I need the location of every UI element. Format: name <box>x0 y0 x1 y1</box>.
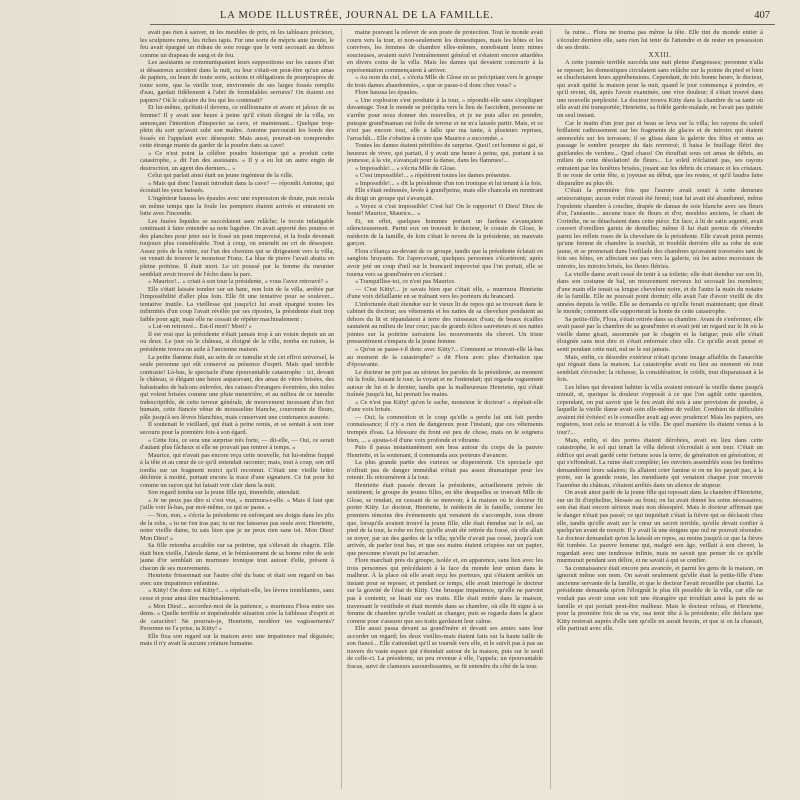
paragraph: Elle aussi passa devant sa grand'mère et devant ses amies sans leur accorder un regard; les deux vieilles-mais étaient faits sur la haute taille de son fiancé... Elle s'attendait qu'il se tournât vers elle, et le suivît pas à pas au travers du vaste espace qui s'étendait autour de la maison, puis sur le seuil de celle-ci. La présidente, un peu revenue à elle, l'appela; un épouvantable fracas, suivi de clameurs assourdissantes, se fit entendre du côté de la tour. <box>347 625 543 670</box>
paragraph: « Lui-on retrouvé... Est-il mort? Mort? » <box>148 323 252 331</box>
paragraph: Celui qui parlait ainsi était un jeune ingénieur de la ville. <box>148 172 294 180</box>
paragraph: Sa connaissance était encore peu avancée, et parmi les gens de la maison, on ignorait même son nom. On savait seulement qu'elle était la petite-fille d'une ancienne servante de la famille, et que le docteur l'avait recueillie par charité. La présidente demanda qu'on l'éloignât le plus tôt possible de la villa, car elle ne voulait pas avoir sous son toit une étrangère qui troublait ainsi la paix de sa famille et qui portait peut-être malheur. Mais le docteur refusa, et Henriette, pour la première fois de sa vie, osa tenir tête à la présidente; elle déclara que Kitty resterait auprès d'elle tant qu'elle en aurait besoin, et que si on la chassait, elle partirait avec elle. <box>557 564 763 633</box>
paragraph: — Oui; la commotion et le coup qu'elle a perdu lui ont fait perdre connaissance; il n'y a rien de dangereux pour l'instant, que ces vêtements trempés d'eau. La blessure du front est peu de chose, mais on le soignera bien, ... » ajouta-t-il d'une voix profonde et vibrante. <box>347 413 543 444</box>
paragraph: Flore marchait près du groupe, isolée et, en apparence, sans lien avec les trois personnes qui précédaient à la face du monde leur union dans le malheur. À la place où elle avait reçu les porteurs, qui s'étaient arrêtés un instant pour se reposer, et pendant ce temps, elle avait interrogé le docteur sur la gravité de l'état de Kitty. Une brusque impatience, qu'elle ne parvint pas à contenir, se lisait sur ses traits. Elle était entrée dans la maison, traversant le vestibule et était montée dans sa chambre, où elle fit signe à sa femme de chambre qu'elle voulait se changer, puis se regarda dans la glace comme pour s'assurer que ses traits gardaient leur calme. <box>347 557 543 625</box>
paragraph: Il soutenait le vieillard, qui était à peine remis, et se sentait à son tour secouru pour la première fois à son égard. <box>140 421 334 436</box>
paragraph: Elle fixa son regard sur la maison avec une impatience mal déguisée; mais il n'y avait là aucune créature humaine. <box>140 632 334 648</box>
paragraph: Les fusées liquides se succédaient sans relâche; le tocsin infatigable continuait à faire entendre sa note lugubre. On avait apporté des poutres et des planches pour jeter sur le fossé un pont improvisé, et la foule devenait toujours plus considérable. Tout à coup, on entendit un cri de désespoir. Assez près de la ruine, sur l'un des chemins qui se dirigeaient vers la villa, on venait de trouver le monsieur Franz. La blue de pierre l'avait abattu en pleine poitrine. Il était mort. Le cri poussé par la femme du meunier semblait avoir trouvé de l'écho dans la parc. <box>140 217 334 278</box>
column-divider <box>341 29 342 789</box>
paragraph: « C'est impossible!... » répétèrent toutes les dames présentes. <box>355 172 511 180</box>
paragraph: « Ce n'est pas Kitty! qu'on le sache, monsieur le docteur! » répétait-elle d'une voix brisée. <box>347 398 543 414</box>
paragraph: Et, en effet, quelques hommes portant un fardeau s'avançaient silencieusement. Parmi eux on trouvait le docteur, le cousin de Glose, le médecin de la famille, de loin c'était le neveu de la présidente, un mauvais garçon. <box>347 217 543 248</box>
running-title: LA MODE ILLUSTRÉE, JOURNAL DE LA FAMILLE. <box>220 10 494 21</box>
header-rule <box>150 24 775 25</box>
paragraph: Elle s'était laissée tomber sur un banc, non loin de la villa, arrêtée par l'impossibilité d'aller plus loin. Elle fit une tentative pour se soulever... tentative inutile. La vieillesse qui jusqu'ici lui avait épargné toutes les infirmités d'un coup l'avait révélée par ses ripostes, la présidente était trop faible pour agir, mais elle ne cessait de répéter machinalement : <box>140 285 334 323</box>
paragraph: A cette journée terrible succéda une nuit pleine d'angoisses; personne n'alla se reposer; les domestiques circulaient sans relâche sur la pointe du pied et bien se chuchotaient leurs appréhensions. Cependant, de très bonne heure, le docteur, qui avait quitté la maison pour la nuit, quand le jour commença à poindre, et qu'il revint, dit, après l'avoir examinée, une vive douleur; il s'était trouvé dans une nouvelle perplexité. Le docteur trouva Kitty dans la chambre de sa tante où elle avait été transportée; Henriette, sa fidèle garde-malade, ne l'avait pas quittée un seul instant. <box>557 59 763 120</box>
paragraph: « Cette fois, ce sera une surprise très forte, — dit-elle, — Oui, ce serait d'autant plus fâcheux si elle ne pouvait pas rentrer à temps. » <box>140 436 334 452</box>
paragraph: Sa petite-fille, Flora, s'était retirée dans sa chambre. Avant de s'enfermer, elle avait passé par la chambre de sa grand'mère et avait jeté un regard sur le lit où la vieille dame gisait, assommée par le chagrin et la fatigue; puis elle s'était éloignée sans mot dire et s'était enfermée chez elle. Ce qu'elle avait pensé et senti pendant cette nuit, nul ne le sut jamais. <box>557 315 763 353</box>
paragraph: Toutes les dames étaient pétrifiées de surprise. Quoi! cet homme si gai, si heureux de vivre, qui partait, il y avait une heure à peine, qui, portant à sa jeunesse, à la vie, s'avançait pour la danse, dans les flammes!... <box>347 142 543 165</box>
column-divider <box>550 29 551 789</box>
paragraph: L'ingénieur haussa les épaules avec une expression de doute, puis recula en même temps que la foule les pompiers étaient arrivés et entraient en lutte avec l'incendie. <box>140 195 334 218</box>
paragraph: La plus grande partie des curieux se dispersèrent. Un spectacle qui n'offrait pas de danger immédiat n'était pas assez dramatique pour les retenir. Ils retournèrent à la tour. <box>347 459 543 482</box>
paragraph: « Kitty! On donc est Kitty?... » répétait-elle, les lèvres tremblantes, sans cesse et pour ainsi dire machinalement. <box>140 587 334 603</box>
paragraph: Mais, enfin, si des portes étaient dérobées, avait eu lieu dans cette catastrophe, le sol qui tenait la villa debout s'écroulait à son tour. C'était un édifice qui avait gardé cette fortune sous la terre, de génération en génération, et qui s'effondrait. La ruine était complète; les ouvriers assemblés sous les fenêtres demandèrent leurs salaires; ils allaient crier famine si on ne les payait pas; à la porte, sur la grande route, les mendiants qui venaient chaque jour recevoir l'aumône du château, s'étaient arrêtés dans un silence de stupeur. <box>557 436 763 489</box>
paragraph: « Maurice!... » criait à son tour la présidente, « vous l'avez retrouvé? » <box>148 278 329 286</box>
paragraph: « Impossible!... » dit la présidente d'un ton ironique et lui tenant à la fois. <box>355 179 543 187</box>
paragraph: « Qu'on se passe-t-il donc avec Kitty?... Comment se trouvait-elle là-bas au moment de la catastrophe? » dit Flora avec plus d'irritation que d'épouvante. <box>347 345 543 369</box>
paragraph: « Impossible!... » s'écria Mlle de Glose. <box>355 164 457 172</box>
paragraph: Les assistants se communiquaient leurs suppositions sur les causes d'un si désastreux accident dans la nuit, ou leur s'était-on peut-être qu'un amas de papiers, ou leurs de toute sorts, actions et obligations de pourpoupres de toute sorte, que la vieille tour, environnée de ses larges fossés remplis d'eau, gardait fidèlement à l'abri de formidables serrures? On étaient ces papiers? Où le calcaire du feu qui les contenait? <box>140 59 334 104</box>
paragraph: la ruine... Flora ne tourna pas même la tête. Elle tint du monde entier à s'écouler derrière elle, sans rien lui tenir de l'attendre et de rester en possession de ses droits. <box>557 29 763 52</box>
paragraph: Et lui-même, qu'était-il devenu, ce millionnaire et avare et jaloux de sa femme? Il y avait une heure à peine qu'il s'était éloigné de la villa, en annonçant l'intention d'inspecter sa cave, et maintenant... Quelque trop-plein du sort qu'avait subi son maître. Antoine parcourait les bords des fossés en l'appelant avec désespoir. Mais aussi, pouvait-on comprendre cette étrange manie de garder de la poudre dans sa cave! <box>140 104 334 150</box>
paragraph: Car le matin d'un jour pur et beau se leva sur la villa; les rayons du soleil brillaient radieusement sur les fragments de glaces et de miroirs qui étaient amoncelés sur les terrasses; il se glissa dans la galerie des fêtes et entra au passage le sombre pourpre du dais renversé; il baisa le feuillage flétri des guirlandes de verdure... Quel chaos! On étouffait sous cet amas de débris, au milieu de cette désolation! de fleurs... Le soleil n'éclairait pas, ses rayons entraient par les fenêtres brisées, jouant sur les débris de cristaux et les cristaux. Il ne reste de cette fête, si joyeuse au début, que les restes, et qu'il faudra faire disparaître au plus tôt. <box>557 119 763 187</box>
paragraph: La vieille dame avait cessé de tenir à sa toilette; elle était étendue sur son lit, dans son costume de bal, un mouvement nerveux lui secouait les membres; d'une main elle tenait sa longue chevelure noire, et de l'autre la main du notaire de la famille. Elle ne pouvait point dormir; elle avait l'air d'avoir vieilli de dix années depuis la veille. Elle se demanda ce qu'elle ferait maintenant; que dirait le monde; comment elle supporterait la honte de cette catastrophe. <box>557 270 763 316</box>
paragraph: L'infortunée était étendue sur le vieux lit de repos qui se trouvait dans le cabinet du docteur; ses vêtements et les nattes de sa chevelure pendaient au dehors du lit et répandaient à terre des ruisseaux d'eau; de beaux écailles sautaient au milieu de leur cour; pas de grands échos sauveteurs et ses nattes jointes sur la poitrine suivaient les mouvements du chevet. Un triste pressentiment s'empara de la jeune femme. <box>347 300 543 346</box>
paragraph: Flore haussa les épaules. <box>355 89 419 97</box>
paragraph: « Je ne peux pas dire si c'est vrai, » murmura-t-elle. « Mais il faut que j'aille voir là-bas, par moi-même, ce qui se passe. » <box>140 496 334 512</box>
text-column-1 <box>140 29 334 791</box>
paragraph: Puis il passa instantanément son bras autour du corps de la pauvre Henriette, et la soutenant, il commanda aux porteurs d'avancer. <box>347 444 543 459</box>
paragraph: Sa fille retomba accablée sur sa poitrine, qui s'élevait de chagrin. Elle était bien vieille, l'aïeule dame, et le frémissement de sa bonne robe de soie jaune d'or semblait un murmure ironique tout autour d'elle, présent à chacun de ses mouvements. <box>140 542 334 572</box>
paragraph: Maurice, qui n'avait pas encore reçu cette nouvelle, fut lui-même frappé à la tête et au cœur de ce qu'il entendait raconter; mais, tout à coup, son œil tomba sur un fragment noirci qu'il reconnut. C'était une vieille lettre déchirée à moitié, portant encore la trace d'une signature. Ce fut pour lui comme un rayon qui lui faisait voir clair dans la nuit. <box>140 451 334 489</box>
text-column-2 <box>347 29 543 791</box>
paragraph: « Tranquillise-toi, ce n'est pas Maurice. <box>355 278 456 286</box>
paragraph: Henriette frissonnait sur l'autre côté du banc et était son regard en bas avec une impatience enfantine. <box>140 572 334 587</box>
paragraph: — C'est Kitty!... je savais bien que c'était elle, » murmura Henriette d'une voix défaillante en se traînant vers les porteurs du brancard. <box>347 285 543 301</box>
paragraph: « Ce n'est point la célèbre poudre historique qui a produit cette catastrophe, » dit l'un des assistants. « Il y a eu lui un autre engin de destruction, un agent des derniers... » <box>140 149 334 172</box>
text-column-3 <box>557 29 763 791</box>
paragraph: Henriette était passée devant la présidente, actuellement privée de sentiment; le groupe de jeunes filles, en tête desquelles se trouvait Mlle de Glose, se rendait, en cessant de se mouvoir, à la maison où le docteur fit porter Kitty. Le docteur, Henriette, le médecin de la famille, comme les premiers témoins des événements qui venaient de s'accomplir, tous dirent que, lorsqu'ils avaient trouvé la jeune fille, elle était étendue sur le sol, au pied de la tour, la robe en feu; qu'elle avait été retirée du fossé, où elle allait se noyer, par un des gardes de la villa; qu'elle n'avait pas cessé, jusqu'à son arrivée, de parler tout bas, et que ses mains étaient crispées sur un papier, que personne n'avait pu lui arracher. <box>347 481 543 557</box>
paragraph: « Mon Dieu!... accordez-moi de la patience, » murmura Flora entre ses dents. « Quelle terrible et impénétrable situation crée la faiblesse d'esprit et de caractère! Ne pourrais-je, Henriette, modérer tes vagissements? Personne ne l'a prise, ta Kitty! » <box>140 602 334 633</box>
paragraph: Flora s'élança au-devant de ce groupe, tandis que la présidente éclatait en sanglots bruyants. En l'apercevant, quelques personnes s'écartèrent; après avoir jeté un coup d'œil sur le brancard improvisé que l'on portait, elle se tourna vers sa grand'mère en s'écriant : <box>347 247 543 278</box>
paragraph: « Voyez si c'est impossible! C'est lui! On le rapporte! O Dieu! Dieu de bonté! Maurice, Maurice... » <box>347 202 543 218</box>
paragraph: Le docteur ne prit pas au sérieux les paroles de la présidente, au moment où la foule, faisant le tour, la voyait et ne l'entendait; qui regarda vaguement autour de lui et le dernier, tandis que la malheureuse Henriette, qui s'était traînée jusqu'à lui, lui prenait les mains. <box>347 368 543 399</box>
page-number: 407 <box>754 10 770 21</box>
paragraph: C'était la première fois que l'aurore avait souri à cette demeure aristocratique; aucun volet n'avait été fermé; tout lui avait été abandonné, même l'opulente chambre à coucher, drapée de damas de soie blanche avec ses fleurs d'or, l'anéantie... aucune trace de fleurs et d'or, meubles anciens, le chant de Corinthe, ne se détachaient dans cette pièce. En face, à lit de satin argenté, avait couvert d'oreillers garnis de dentelles; même il lui était permis de s'étendre parmi les reflets roses de la chevelure de la présidente. Elle s'avait point permis qu'une femme de chambre la touchât, ni troublât derrière elle sa robe de soie jaune, et se promenait dans l'enfilade des chambres qu'avaient traversées tant de fois ses hôtes, en affectant ses pas vers la galerie, où les autres morceaux de miroirs, les miroirs brisés, les fleurs flétries. <box>557 187 763 270</box>
paragraph: avait pas rien à sauver, ni les meubles de prix, ni les tableaux précieux, les sculptures rares, les riches tapis. Fur une sorte de mépris ante inouïe, le feu avait épargné un rideau de soie rouge que le vent secouait au dehors comme un drapeau de sang et de feu. <box>140 29 334 59</box>
paragraph: Elle s'était redressée, levée à grand'peine, mais elle chancela en montrant du doigt un groupe qui s'avançait. <box>347 187 543 203</box>
paragraph: La petite flamme était, au sein de ce tumulte et de cet effroi universel, la seule personne qui eût conservé sa présence d'esprit. Mais quel terrible contraste! Là-bas, le spectacle d'une épouvantable catastrophe : ici, devant le château, si élégant une heure auparavant, des amas de vitres brisées, des balustrades de balcons enlevées, des caisses d'orangers éventrées, des tuiles qui volent brisées comme une pluie meurtrière, et au milieu de ce tumulte indescriptible, de cette terreur générale, de mouvement incessant d'un fiot humain, cette fiancée vêtue de mousseline blanche, couronnée de fleurs, pâle jusqu'à ses lèvres blanchies, mais conservant une contenance assurée. <box>140 353 334 421</box>
paragraph: Mais, enfin, ce désordre extérieur n'était qu'une image affaiblie de l'anarchie qui régnait dans la maison. La catastrophe avait eu lieu au moment où tout semblait s'écrouler; la richesse, la considération, le crédit, tout disparaissait à la fois. <box>557 353 763 384</box>
chapter-heading: XXIII. <box>648 50 672 59</box>
paragraph: « Une explosion s'est produite à la tour, » répondit-elle sans s'expliquer davantage. Tout le monde se précipita vers le lieu de l'accident, personne ne s'arrête pour nous donner des nouvelles, et je ne puis aller en prendre, puisque grand'maman est folle de terreur et ne m'a laissée partir. Mais, et ce n'est pas encore tout, elle a fallu que ma tante, à plusieurs reprises, l'arrachât... Elle s'obstine à croire que Maurice a succombé. » <box>347 96 543 142</box>
paragraph: Son regard tomba sur la jeune fille qui, immobile, attendait. <box>148 489 301 497</box>
paragraph: — Non, non, » s'écria la présidente en enfonçant ses doigts dans les plis de la robe, « tu ne t'en iras pas; tu ne me laisseras pas seule avec Henriette, notre vieille dame, tu sais bien que je ne peux rien sans toi. Mon Dieu! Mon Dieu! » <box>140 512 334 542</box>
paragraph: maine pouvant la relever de son poste de protection. Tout le monde avait couru vers la tour, et non-seulement les domestiques, mais les hôtes et les convives, les femmes de chambre elles-mêmes, nonobstant leurs mines soucieuses, avaient suivi l'entraînement général et s'étaient encore attardées en divers coins de la villa. Mais les dames qui devaient concourir à la représentation commençaient à arriver. <box>347 29 543 74</box>
paragraph: Il est vrai que la présidente n'était jamais trop à un voisin depuis un an ou deux. Le jour où le château, si éloigné de la ville, tomba en ruines, la présidente trouva un asile à l'ancienne maison. <box>140 330 334 353</box>
paragraph: On avait ainsi parlé de la jeune fille qui reposait dans la chambre d'Henriette, sur un lit d'orpheline, blessée au front; on lui avait donné les soins nécessaires; son état était encore sérieux mais non désespéré. Mais le docteur affirmait que le danger n'était pas passé; ce qui inquiétait c'était la fièvre qui se déclarait chez elle, tandis qu'elle avait sur le cœur un secret terrible, qu'elle devait confier à quelqu'un avant de mourir. Il y avait là une énigme que nul ne pouvait résoudre. Le docteur demandait qu'on la laissât en repos, au moins jusqu'à ce que la fièvre fût tombée. Le pauvre homme qui, malgré son âge, veillait à son chevet, la regardait avec une tendresse infinie, mais ne savait que penser de ce qu'elle murmurait pendant son délire, et ne savait à qui se confier. <box>557 489 763 565</box>
paragraph: « Au nom du ciel, » s'écria Mlle de Glose en se précipitant vers le groupe de trois dames abandonnées, « que se passe-t-il donc chez vous? » <box>347 74 543 89</box>
paragraph: Les hôtes qui devaient habiter la villa avaient entouré la vieille dame jusqu'à minuit, et, quoique la douleur s'opposât à ce que l'on agitât cette question, cependant, on put savoir que le feu avait été mis à une provision de poudre, à laquelle la vieille dame avait soin elle-même de veiller. Combien de difficultés avaient été évitées! et le conseiller avait agi avec prudence! Mais les papiers, ses registres, tout cela se trouvait à la ville. De quel manière ils étaient venus à la tour?... <box>557 383 763 436</box>
paragraph: « Mais qui donc l'aurait introduit dans la cave? — répondit Antoine, qui écoutait les yeux baissés. <box>140 179 334 195</box>
